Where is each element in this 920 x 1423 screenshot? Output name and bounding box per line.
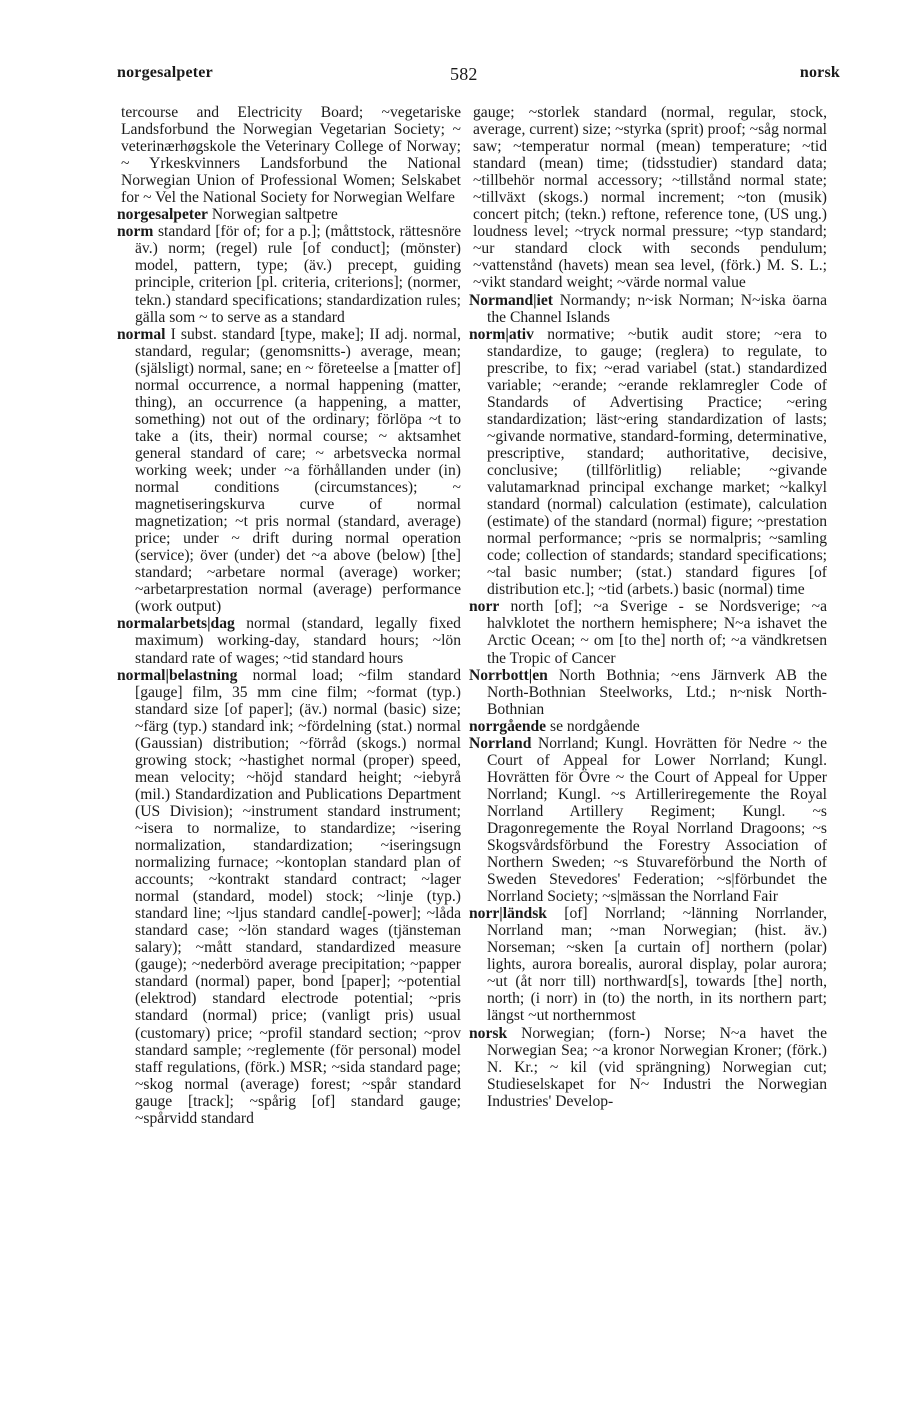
left-guideword: norgesalpeter [117, 64, 213, 81]
entry-text: normal load; ~film standard [gauge] film, 35 mm cine film; ~format (typ.) standard size [of paper]; (äv.) normal (basic) size; ~färg (typ.) standard ink; ~fördelning (stat.) normal (Gaussian) distribution; ~förråd (skogs.) normal growing stock; ~hastighet normal (proper) speed, mean velocity; ~höjd standard height; ~iebyrå (mil.) Standardization and Publications Department (US Division); ~instrument standard instrument; ~isera to normalize, to standardize; ~isering normalization, standardization; ~iseringsugn normalizing furnace; ~kontoplan standard plan of accounts; ~kontrakt standard contract; ~lager normal (standard, model) stock; ~linje (typ.) standard line; ~ljus standard candle[-power]; ~låda standard case; ~lön standard wages (tjänsteman salary); ~mått standard, standardized measure (gauge); ~nederbörd average precipitation; ~papper standard (normal) paper, bond [paper]; ~potential (elektrod) standard electrode potential; ~pris standard (normal) price; (vanligt pris) usual (customary) price; ~profil standard section; ~prov standard sample; ~reglemente (för personal) model staff regulations, (förk.) MSR; ~sida standard page; ~skog normal (average) forest; ~spår standard gauge [track]; ~spårig [of] standard gauge; ~spårvidd standard [135, 666, 461, 1127]
entry-headword: norm [117, 223, 154, 241]
dictionary-entry [117, 104, 461, 206]
dictionary-entry [469, 735, 827, 905]
entry-text: north [of]; ~a Sverige - se Nordsverige; ~a halvklotet the northern hemisphere; N~a ishavet the Arctic Ocean; ~ om [to the] north of; ~a vändkretsen the Tropic of Cancer [487, 598, 827, 667]
dictionary-entry [117, 206, 461, 223]
entry-text: tercourse and Electricity Board; ~vegetariske Landsforbund the Norwegian Vegetarian Society; ~ veterinærhøgskole the Veterinary College of Norway; ~ Yrkeskvinners Landsforbund the National Norwegian Union of Professional Women; Selskabet for ~ Vel the National Society for Norwegian Welfare [121, 104, 461, 207]
entry-text: I subst. standard [type, make]; II adj. normal, standard, regular; (genomsnitts-) average, mean; (själsligt) normal, sane; en ~ företeelse a [matter of] normal occurrence, a normal happening (matter, thing), an occurrence (a happening, a matter, something) not out of the ordinary; förlöpa ~t to take a (its, their) normal course; ~ aktsamhet general standard of care; ~ arbetsvecka normal working week; under ~a förhållanden under (in) normal conditions (circumstances); ~ magnetiseringskurva curve of normal magnetization; ~t pris normal (standard, average) price; under ~ drift during normal operation (service); över (under) det ~a above (below) [the] standard; ~arbetare normal (average) worker; ~arbetarprestation normal (average) performance (work output) [135, 325, 461, 616]
entry-headword: norr|ländsk [469, 905, 547, 923]
entry-headword: norrgående [469, 717, 547, 735]
entry-text: North Bothnia; ~ens Järnverk AB the North-Bothnian Steelworks, Ltd.; n~nisk North-Bothnian [487, 666, 827, 718]
entry-headword: norgesalpeter [117, 206, 208, 224]
entry-text: Norrland; Kungl. Hovrätten för Nedre ~ the Court of Appeal for Lower Norrland; Kungl. Hovrätten för Övre ~ the Court of Appeal for Upper Norrland; Kungl. ~s Artilleriregemente the Royal Norrland Artillery Regiment; Kungl. ~s Dragonregemente the Royal Norrland Dragoons; ~s Skogsvårdsförbund the Forestry Association of Northern Sweden; ~s Stuvareförbund the North of Sweden Stevedores' Federation; ~s|förbundet the Norrland Society; ~s|mässan the Norrland Fair [487, 734, 827, 906]
entry-text: Norwegian; (forn-) Norse; N~a havet the Norwegian Sea; ~a kronor Norwegian Kroner; (förk.) N. Kr.; ~ kil (vid sprängning) Norwegian cut; Studieselskapet for N~ Industri the Norwegian Industries' Develop- [487, 1024, 827, 1110]
dictionary-entry [117, 615, 461, 666]
entry-headword: Norrbott|en [469, 666, 548, 684]
page-number: 582 [450, 64, 478, 84]
entry-text: se nordgående [550, 717, 640, 735]
entry-headword: normalarbets|dag [117, 615, 235, 633]
dictionary-entry [117, 326, 461, 616]
entry-headword: norm|ativ [469, 325, 534, 343]
dictionary-entry [469, 667, 827, 718]
entry-text: Normandy; n~isk Norman; N~iska öarna the Channel Islands [487, 291, 827, 326]
dictionary-entry [469, 326, 827, 599]
entry-text: normal (standard, legally fixed maximum) working-day, standard hours; ~lön standard rate of wages; ~tid standard hours [135, 615, 461, 667]
dictionary-entry [469, 718, 827, 735]
left-column [117, 104, 461, 1127]
dictionary-entry [117, 223, 461, 325]
entry-text: gauge; ~storlek standard (normal, regular, stock, average, current) size; ~styrka (sprit) proof; ~såg normal saw; ~temperatur normal (mean) temperature; ~tid standard (mean) time; (tidsstudier) standard data; ~tillbehör normal accessory; ~tillstånd normal state; ~tillväxt (skogs.) normal increment; ~ton (musik) concert pitch; (tekn.) reftone, reference tone, (US ung.) loudness level; ~tryck normal pressure; ~typ standard; ~ur standard clock with seconds pendulum; ~vattenstånd (havets) mean sea level, (förk.) M. S. L.; ~vikt standard weight; ~värde normal value [473, 104, 827, 292]
dictionary-entry [469, 598, 827, 666]
entry-text: Norwegian saltpetre [211, 206, 338, 224]
dictionary-entry [469, 1025, 827, 1110]
dictionary-entry [469, 292, 827, 326]
entry-text: [of] Norrland; ~länning Norrlander, Norrland man; ~man Norwegian; (hist. äv.) Norseman; ~sken [a curtain of] northern (polar) lights, aurora borealis, auroral display, polar aurora; ~ut (åt norr till) northward[s], towards [the] north, north; (i norr) in (to) the north, in its northern part; längst ~ut northernmost [487, 905, 827, 1025]
dictionary-entry [469, 104, 827, 292]
entry-text: normative; ~butik audit store; ~era to standardize, to gauge; (reglera) to regulate, to prescribe, to fix; ~erad variabel (stat.) standardized variable; ~erande; ~erande reklamregler Code of Standards of Advertising Practice; ~ering standardization; läst~ering standardization of lasts; ~givande normative, standard-forming, determinative, prescriptive, standard; authoritative, decisive, conclusive; (tillförlitlig) reliable; ~givande valutamarknad principal exchange market; ~kalkyl standard (normal) calculation (estimate), calculation (estimate) of the standard (normal) figure; ~prestation normal performance; ~pris se normalpris; ~samling code; collection of standards; standard specifications; ~tal basic number; (stat.) standard figures [of distribution etc.]; ~tid (arbets.) basic (normal) time [487, 325, 827, 599]
entry-headword: norr [469, 598, 500, 616]
dictionary-entry [117, 667, 461, 1127]
entry-text: standard [för of; for a p.]; (måttstock, rättesnöre äv.) norm; (regel) rule [of conduct]; (mönster) model, pattern, type; (äv.) precept, guiding principle, criterion [pl. criteria, criterions]; (normer, tekn.) standard specifications; standardization rules; gälla som ~ to serve as a standard [135, 223, 461, 326]
entry-headword: Normand|iet [469, 291, 553, 309]
right-column [469, 104, 827, 1110]
entry-headword: normal|belastning [117, 666, 238, 684]
entry-headword: norsk [469, 1024, 508, 1042]
entry-headword: Norrland [469, 734, 532, 752]
dictionary-entry [469, 905, 827, 1024]
right-guideword: norsk [799, 64, 840, 81]
entry-headword: normal [117, 325, 166, 343]
